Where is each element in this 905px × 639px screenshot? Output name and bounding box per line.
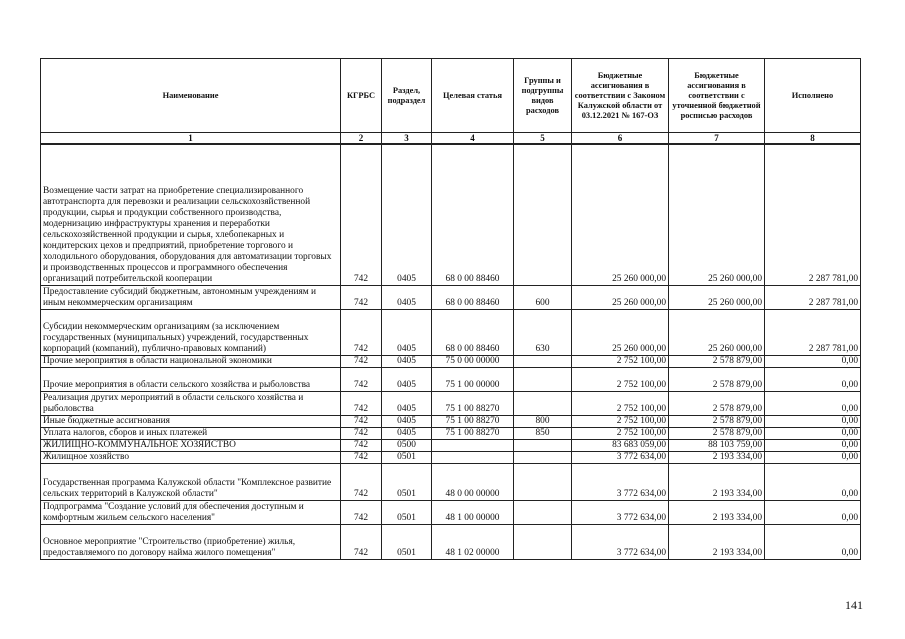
row-budget-law: 2 752 100,00 <box>572 427 669 439</box>
table-row <box>41 524 861 559</box>
row-executed: 0,00 <box>765 415 861 427</box>
table-row <box>41 367 861 391</box>
row-name: Прочие мероприятия в области сельского хозяйства и рыболовства <box>41 367 341 391</box>
row-kgrbs: 742 <box>341 309 382 355</box>
row-kgrbs: 742 <box>341 391 382 415</box>
row-budget-law: 25 260 000,00 <box>572 144 669 285</box>
row-executed: 0,00 <box>765 439 861 451</box>
row-section: 0405 <box>382 415 432 427</box>
column-number: 1 <box>41 133 341 145</box>
row-budget-refined: 2 578 879,00 <box>669 427 765 439</box>
table-row <box>41 439 861 451</box>
column-number: 5 <box>514 133 572 145</box>
row-name: Уплата налогов, сборов и иных платежей <box>41 427 341 439</box>
column-number: 4 <box>432 133 514 145</box>
row-executed: 0,00 <box>765 451 861 463</box>
row-group <box>514 524 572 559</box>
row-budget-refined: 2 193 334,00 <box>669 500 765 524</box>
row-kgrbs: 742 <box>341 367 382 391</box>
row-name: Субсидии некоммерческим организациям (за исключением государственных (муниципальных) учреждений, государственных корпораций (компаний), публично-правовых компаний) <box>41 309 341 355</box>
row-kgrbs: 742 <box>341 439 382 451</box>
row-budget-law: 2 752 100,00 <box>572 367 669 391</box>
row-budget-law: 2 752 100,00 <box>572 355 669 367</box>
row-name: Прочие мероприятия в области национальной экономики <box>41 355 341 367</box>
row-budget-law: 25 260 000,00 <box>572 309 669 355</box>
row-group: 850 <box>514 427 572 439</box>
row-name: Основное мероприятие "Строительство (приобретение) жилья, предоставляемого по договору найма жилого помещения" <box>41 524 341 559</box>
row-target <box>432 439 514 451</box>
row-group <box>514 391 572 415</box>
row-executed: 0,00 <box>765 427 861 439</box>
row-group <box>514 439 572 451</box>
row-group: 600 <box>514 285 572 309</box>
row-section: 0405 <box>382 309 432 355</box>
row-section: 0501 <box>382 451 432 463</box>
header-target: Целевая статья <box>432 59 514 133</box>
table-row <box>41 415 861 427</box>
row-budget-law: 3 772 634,00 <box>572 500 669 524</box>
row-section: 0501 <box>382 463 432 500</box>
column-number: 7 <box>669 133 765 145</box>
table-row <box>41 451 861 463</box>
table-row <box>41 427 861 439</box>
row-budget-law: 3 772 634,00 <box>572 524 669 559</box>
row-section: 0501 <box>382 524 432 559</box>
row-executed: 0,00 <box>765 367 861 391</box>
row-budget-refined: 2 578 879,00 <box>669 391 765 415</box>
row-kgrbs: 742 <box>341 451 382 463</box>
row-target: 48 1 00 00000 <box>432 500 514 524</box>
table-body <box>41 144 861 559</box>
column-number: 2 <box>341 133 382 145</box>
table-row <box>41 285 861 309</box>
row-group <box>514 500 572 524</box>
header-section: Раздел, подраздел <box>382 59 432 133</box>
row-target: 68 0 00 88460 <box>432 285 514 309</box>
table-row <box>41 144 861 285</box>
row-budget-refined: 25 260 000,00 <box>669 285 765 309</box>
row-section: 0405 <box>382 355 432 367</box>
row-kgrbs: 742 <box>341 355 382 367</box>
column-number: 3 <box>382 133 432 145</box>
row-budget-refined: 88 103 759,00 <box>669 439 765 451</box>
row-group <box>514 355 572 367</box>
row-budget-refined: 2 193 334,00 <box>669 463 765 500</box>
header-kgrbs: КГРБС <box>341 59 382 133</box>
row-name: Возмещение части затрат на приобретение специализированного автотранспорта для перевозки и реализации сельскохозяйственной продукции, сырья и продукции собственного производства, модернизацию инфраструктуры хранения и переработки сельскохозяйственной продукции и сырья, хлебопекарных и кондитерских цехов и предприятий, приобретение торгового и холодильного оборудования, оборудования для автоматизации торговых и производственных процессов и программного обеспечения организаций потребительской кооперации <box>41 144 341 285</box>
row-target: 75 0 00 00000 <box>432 355 514 367</box>
row-name: ЖИЛИЩНО-КОММУНАЛЬНОЕ ХОЗЯЙСТВО <box>41 439 341 451</box>
row-budget-law: 3 772 634,00 <box>572 451 669 463</box>
table-row <box>41 500 861 524</box>
row-section: 0500 <box>382 439 432 451</box>
budget-table <box>40 58 861 560</box>
row-target: 75 1 00 88270 <box>432 427 514 439</box>
row-name: Жилищное хозяйство <box>41 451 341 463</box>
row-kgrbs: 742 <box>341 415 382 427</box>
row-budget-law: 3 772 634,00 <box>572 463 669 500</box>
row-name: Подпрограмма "Создание условий для обеспечения доступным и комфортным жильем сельского населения" <box>41 500 341 524</box>
row-name: Реализация других мероприятий в области сельского хозяйства и рыболовства <box>41 391 341 415</box>
row-name: Иные бюджетные ассигнования <box>41 415 341 427</box>
row-name: Государственная программа Калужской области "Комплексное развитие сельских территорий в Калужской области" <box>41 463 341 500</box>
row-target: 68 0 00 88460 <box>432 144 514 285</box>
table-row <box>41 355 861 367</box>
row-kgrbs: 742 <box>341 285 382 309</box>
header-budget-refined: Бюджетные ассигнования в соответствии с уточненной бюджетной росписью расходов <box>669 59 765 133</box>
row-executed: 0,00 <box>765 355 861 367</box>
row-budget-refined: 25 260 000,00 <box>669 309 765 355</box>
row-kgrbs: 742 <box>341 500 382 524</box>
row-executed: 2 287 781,00 <box>765 309 861 355</box>
row-executed: 0,00 <box>765 524 861 559</box>
column-number-row <box>41 133 861 145</box>
row-budget-refined: 2 193 334,00 <box>669 451 765 463</box>
row-executed: 2 287 781,00 <box>765 285 861 309</box>
table-row <box>41 391 861 415</box>
header-groups: Группы и подгруппы видов расходов <box>514 59 572 133</box>
row-executed: 0,00 <box>765 463 861 500</box>
row-section: 0405 <box>382 285 432 309</box>
row-group <box>514 367 572 391</box>
table-row <box>41 309 861 355</box>
row-section: 0405 <box>382 144 432 285</box>
row-group: 630 <box>514 309 572 355</box>
row-kgrbs: 742 <box>341 463 382 500</box>
page-number: 141 <box>845 598 863 612</box>
column-number: 6 <box>572 133 669 145</box>
row-budget-refined: 2 578 879,00 <box>669 367 765 391</box>
row-target: 48 1 02 00000 <box>432 524 514 559</box>
row-kgrbs: 742 <box>341 524 382 559</box>
row-group <box>514 144 572 285</box>
row-budget-refined: 2 578 879,00 <box>669 355 765 367</box>
row-section: 0405 <box>382 427 432 439</box>
row-group <box>514 463 572 500</box>
header-name: Наименование <box>41 59 341 133</box>
row-target: 75 1 00 00000 <box>432 367 514 391</box>
row-kgrbs: 742 <box>341 427 382 439</box>
row-budget-law: 2 752 100,00 <box>572 391 669 415</box>
row-name: Предоставление субсидий бюджетным, автономным учреждениям и иным некоммерческим организациям <box>41 285 341 309</box>
row-budget-law: 83 683 059,00 <box>572 439 669 451</box>
row-section: 0405 <box>382 367 432 391</box>
row-section: 0501 <box>382 500 432 524</box>
row-executed: 0,00 <box>765 500 861 524</box>
row-group: 800 <box>514 415 572 427</box>
row-executed: 2 287 781,00 <box>765 144 861 285</box>
header-executed: Исполнено <box>765 59 861 133</box>
table-header-row <box>41 59 861 133</box>
row-target: 68 0 00 88460 <box>432 309 514 355</box>
row-target <box>432 451 514 463</box>
row-target: 75 1 00 88270 <box>432 415 514 427</box>
row-budget-law: 2 752 100,00 <box>572 415 669 427</box>
row-budget-law: 25 260 000,00 <box>572 285 669 309</box>
row-group <box>514 451 572 463</box>
header-budget-law: Бюджетные ассигнования в соответствии с Законом Калужской области от 03.12.2021 № 167-ОЗ <box>572 59 669 133</box>
row-budget-refined: 25 260 000,00 <box>669 144 765 285</box>
row-kgrbs: 742 <box>341 144 382 285</box>
row-budget-refined: 2 578 879,00 <box>669 415 765 427</box>
row-executed: 0,00 <box>765 391 861 415</box>
column-number: 8 <box>765 133 861 145</box>
row-budget-refined: 2 193 334,00 <box>669 524 765 559</box>
budget-table-sheet <box>40 58 860 560</box>
table-row <box>41 463 861 500</box>
row-section: 0405 <box>382 391 432 415</box>
row-target: 48 0 00 00000 <box>432 463 514 500</box>
row-target: 75 1 00 88270 <box>432 391 514 415</box>
